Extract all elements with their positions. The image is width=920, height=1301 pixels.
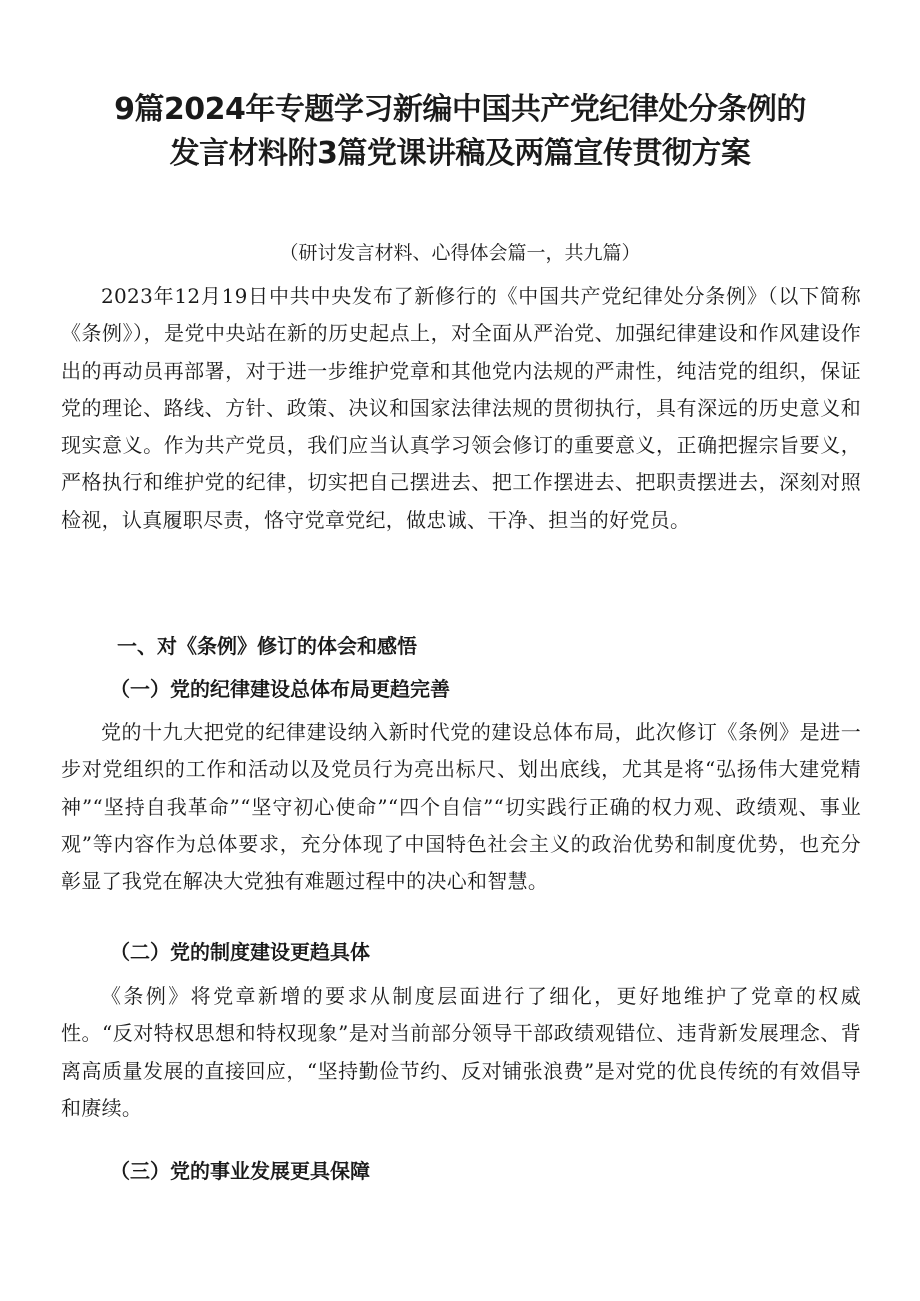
title-line-1: 9篇2024年专题学习新编中国共产党纪律处分条例的 xyxy=(114,92,806,127)
subsection-2-heading: （二）党的制度建设更趋具体 xyxy=(110,940,370,964)
title-line-2: 发言材料附3篇党课讲稿及两篇宣传贯彻方案 xyxy=(169,136,751,171)
subsection-3-heading: （三）党的事业发展更具保障 xyxy=(110,1159,370,1183)
subsection-1-heading: （一）党的纪律建设总体布局更趋完善 xyxy=(110,677,450,701)
document-subtitle: （研讨发言材料、心得体会篇一，共九篇） xyxy=(279,242,641,264)
intro-paragraph: 2023年12月19日中共中央发布了新修行的《中国共产党纪律处分条例》（以下简称《条例》），是党中央站在新的历史起点上，对全面从严治党、加强纪律建设和作风建设作出的再动员再部署，对于进一步维护党章和其他党内法规的严肃性，纯洁党的组织，保证党的理论、路线、方针、政策、决议和国家法律法规的贯彻执行，具有深远的历史意义和现实意义。作为共产党员，我们应当认真学习领会修订的重要意义，正确把握宗旨要义，严格执行和维护党的纪律，切实把自己摆进去、把工作摆进去、把职责摆进去，深刻对照检视，认真履职尽责，恪守党章党纪，做忠诚、干净、担当的好党员。 xyxy=(61,284,861,532)
section-1-heading: 一、对《条例》修订的体会和感悟 xyxy=(117,634,417,658)
document-title xyxy=(60,88,860,176)
subsection-2-paragraph: 《条例》将党章新增的要求从制度层面进行了细化，更好地维护了党章的权威性。“反对特权思想和特权现象”是对当前部分领导干部政绩观错位、违背新发展理念、背离高质量发展的直接回应，“坚持勤俭节约、反对铺张浪费”是对党的优良传统的有效倡导和赓续。 xyxy=(61,984,861,1120)
subsection-1-paragraph: 党的十九大把党的纪律建设纳入新时代党的建设总体布局，此次修订《条例》是进一步对党组织的工作和活动以及党员行为亮出标尺、划出底线，尤其是将“弘扬伟大建党精神”“坚持自我革命”“坚守初心使命”“四个自信”“切实践行正确的权力观、政绩观、事业观”等内容作为总体要求，充分体现了中国特色社会主义的政治优势和制度优势，也充分彰显了我党在解决大党独有难题过程中的决心和智慧。 xyxy=(61,720,861,894)
